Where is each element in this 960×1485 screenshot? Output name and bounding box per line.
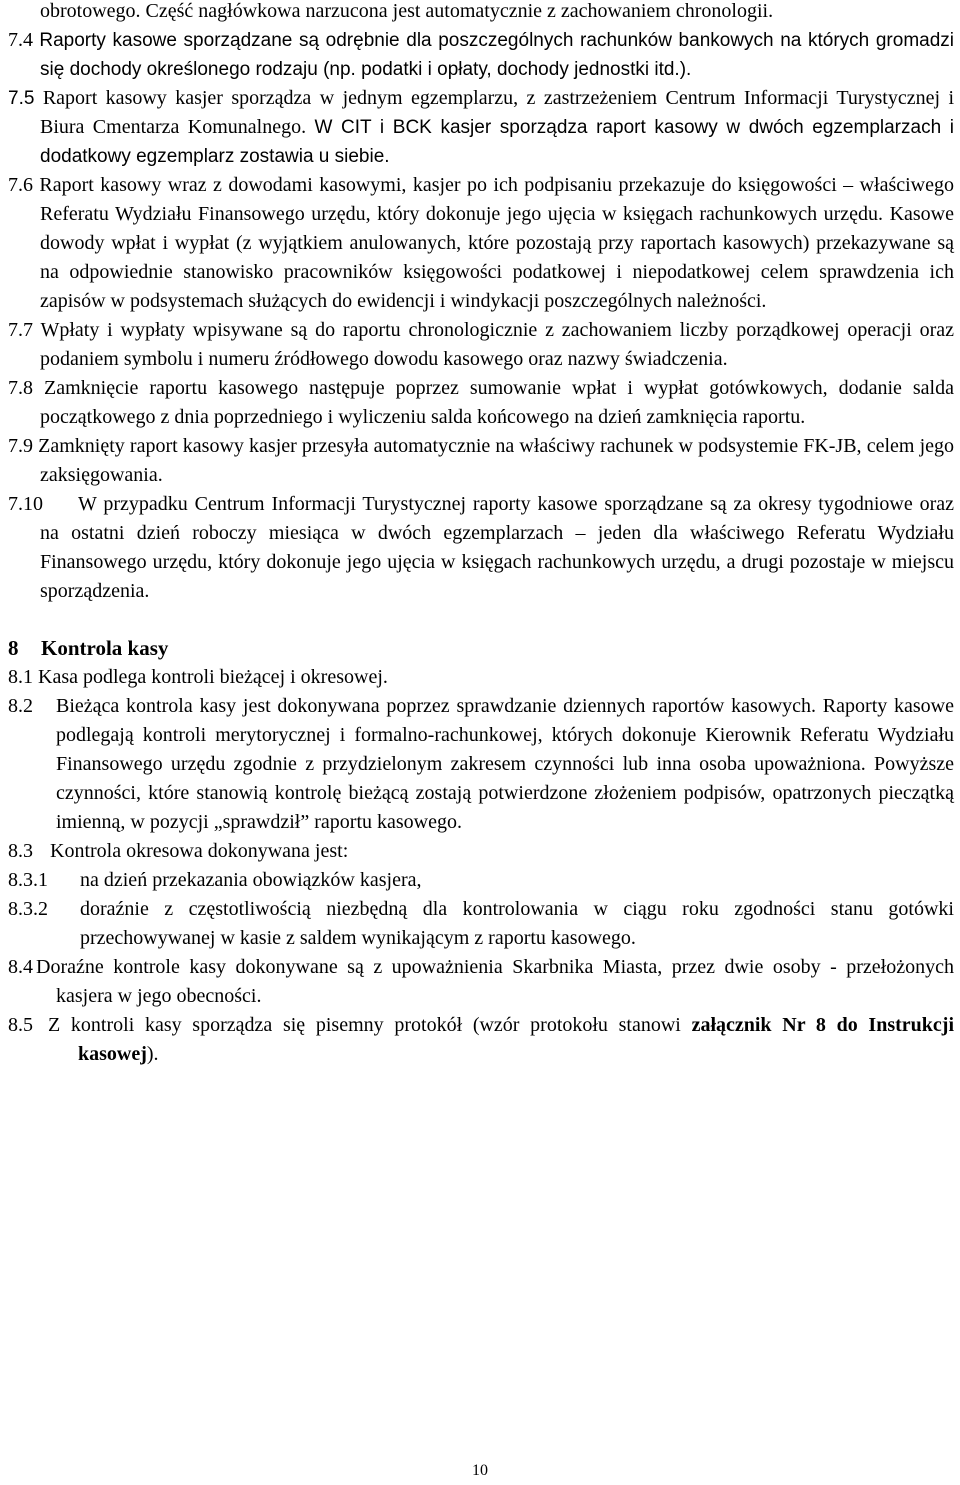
section-8-3-number: 8.3 — [8, 840, 33, 862]
section-8-4-text: Doraźne kontrole kasy dokonywane są z upoważnienia Skarbnika Miasta, przez dwie osoby - przełożonych kasjera w jego obecności. — [36, 956, 954, 1007]
section-8-1-text: Kasa podlega kontroli bieżącej i okresowej. — [38, 666, 388, 688]
section-7-7-number: 7.7 — [8, 319, 33, 341]
section-8-1 — [8, 663, 954, 692]
continuation-text: obrotowego. Część nagłówkowa narzucona jest automatycznie z zachowaniem chronologii. — [40, 0, 774, 22]
section-8-1-number: 8.1 — [8, 666, 33, 688]
section-7-6-text-a: Raport kasowy wraz z dowodami kasowymi, kasjer po ich podpisaniu przekazuje do księgowości – właściwego Referatu Wydziału Finansowego urzędu, który dokonuje jego ujęcia w księgach rachunkowych urzędu. — [39, 174, 955, 225]
section-7-8-number: 7.8 — [8, 377, 33, 399]
section-7-5 — [8, 84, 954, 171]
section-7-9 — [8, 432, 954, 490]
section-8-5 — [8, 1011, 954, 1069]
section-8-3 — [8, 837, 954, 866]
section-7-9-number: 7.9 — [8, 435, 33, 457]
page-number: 10 — [472, 1462, 488, 1479]
section-7-4-number: 7.4 — [8, 29, 33, 51]
section-8-5-attachment-reference: załącznik Nr 8 do Instrukcji kasowej — [78, 1014, 955, 1065]
section-8-3-text: Kontrola okresowa dokonywana jest: — [50, 840, 349, 862]
section-7-8 — [8, 374, 954, 432]
section-7-4-text: Raporty kasowe sporządzane są odrębnie dla poszczególnych rachunków bankowych na których gromadzi się dochody określonego rodzaju (np. podatki i opłaty, dochody jednostki itd.). — [39, 30, 955, 80]
section-7-6-number: 7.6 — [8, 174, 33, 196]
section-8-3-2-text: doraźnie z częstotliwością niezbędną dla kontrolowania w ciągu roku zgodności stanu gotówki przechowywanej w kasie z saldem wynikającym z raportu kasowego. — [80, 898, 954, 949]
section-8-heading — [8, 634, 954, 663]
section-7-9-text: Zamknięty raport kasowy kasjer przesyła automatycznie na właściwy rachunek w podsystemie FK-JB, celem jego zaksięgowania. — [38, 435, 954, 486]
section-8-heading-title: Kontrola kasy — [41, 636, 169, 660]
section-7-4 — [8, 26, 954, 84]
section-7-6 — [8, 171, 954, 316]
section-8-5-number: 8.5 — [8, 1014, 33, 1036]
section-7-6-text-b: Kasowe dowody wpłat i wypłat (z wyjątkiem anulowanych, które pozostają przy raportach kasowych) przekazywane są na odpowiednie stanowisko pracowników księgowości podatkowej i niepodatkowej celem sprawdzenia ich zapisów w podsystemach służących do ewidencji i windykacji poszczególnych należności. — [40, 203, 955, 312]
section-7-8-text: Zamknięcie raportu kasowego następuje poprzez sumowanie wpłat i wypłat gotówkowych, dodanie salda początkowego z dnia poprzedniego i wyliczeniu salda końcowego na dzień zamknięcia raportu. — [40, 377, 954, 428]
section-7-5-number: 7.5 — [8, 88, 35, 109]
section-8-2-text: Bieżąca kontrola kasy jest dokonywana poprzez sprawdzanie dziennych raportów kasowych. Raporty kasowe podlegają kontroli merytorycznej i formalno-rachunkowej, których dokonuje Kierownik Referatu Wydziału Finansowego urzędu zgodnie z przydzielonym zakresem czynności lub inna osoba upoważniona. Powyższe czynności, które stanowią kontrolę bieżącą zostają potwierdzone złożeniem podpisów, opatrzonych pieczątką imienną, w pozycji „sprawdził” raportu kasowego. — [56, 695, 954, 833]
section-7-10-number: 7.10 — [8, 493, 43, 515]
section-8-4-number: 8.4 — [8, 956, 33, 978]
section-8-2 — [8, 692, 954, 837]
section-8-heading-number: 8 — [8, 636, 19, 660]
section-8-5-text-b: ). — [146, 1043, 159, 1065]
continuation-paragraph — [8, 0, 954, 26]
section-7-5-text-a: Raport kasowy kasjer sporządza w jednym egzemplarzu, z zastrzeżeniem Centrum Informacji Turystycznej i Biura Cmentarza Komunalnego. — [40, 87, 955, 138]
section-8-4 — [8, 953, 954, 1011]
section-7-7-text: Wpłaty i wypłaty wpisywane są do raportu chronologicznie z zachowaniem liczby porządkowej operacji oraz podaniem symbolu i numeru źródłowego dowodu kasowego oraz nazwy świadczenia. — [40, 319, 955, 370]
section-8-3-1-text: na dzień przekazania obowiązków kasjera, — [80, 869, 422, 891]
section-8-3-2-number: 8.3.2 — [8, 898, 48, 920]
section-8-3-2 — [8, 895, 954, 953]
section-7-7 — [8, 316, 954, 374]
section-8-3-1 — [8, 866, 954, 895]
section-8-3-1-number: 8.3.1 — [8, 869, 48, 891]
section-8-2-number: 8.2 — [8, 695, 33, 717]
section-7-10 — [8, 490, 954, 606]
section-7-5-text-b: W CIT i BCK kasjer sporządza raport kasowy w dwóch egzemplarzach i dodatkowy egzemplarz zostawia u siebie. — [40, 117, 954, 167]
section-7-10-text: W przypadku Centrum Informacji Turystycznej raporty kasowe sporządzane są za okresy tygodniowe oraz na ostatni dzień roboczy miesiąca w dwóch egzemplarzach – jeden dla właściwego Referatu Wydziału Finansowego urzędu, który dokonuje jego ujęcia w księgach rachunkowych urzędu, a drugi pozostaje w miejscu sporządzenia. — [40, 493, 954, 602]
section-8-5-text-a: Z kontroli kasy sporządza się pisemny protokół (wzór protokołu stanowi — [48, 1014, 681, 1036]
document-page — [8, 0, 954, 1069]
